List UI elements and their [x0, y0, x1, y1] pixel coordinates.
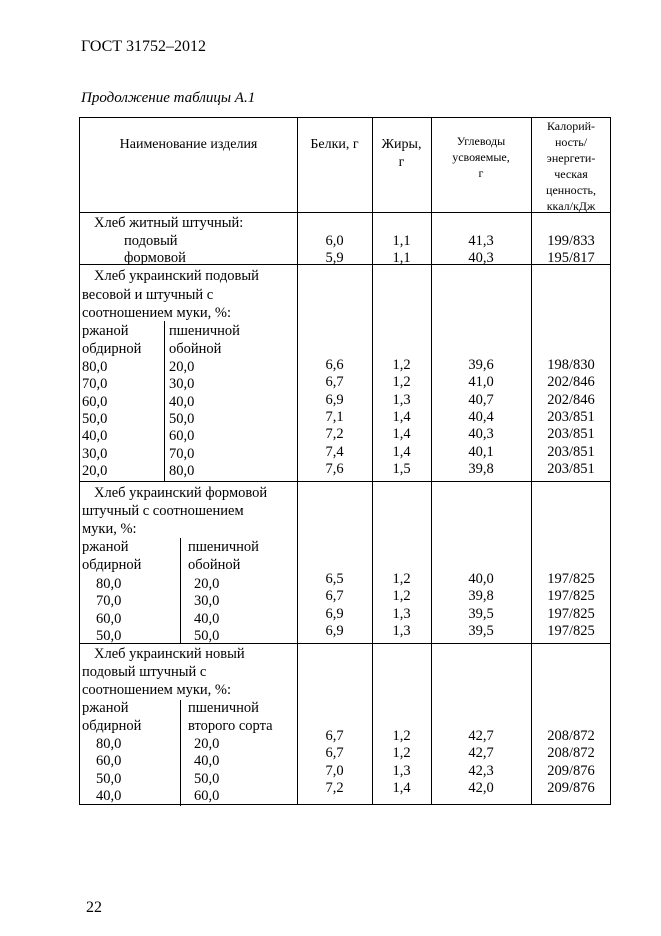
table-caption: Продолжение таблицы А.1 — [81, 90, 256, 106]
rye-share: 60,0 — [96, 610, 122, 627]
rye-label: обдирной — [82, 718, 142, 734]
cell-calories: 203/851 — [547, 408, 595, 425]
wheat-share: 40,0 — [194, 753, 220, 770]
wheat-share: 30,0 — [169, 376, 195, 393]
cell-calories: 202/846 — [547, 374, 595, 391]
cell-fat: 1,4 — [392, 426, 411, 443]
cell-carbs: 42,7 — [468, 745, 494, 762]
rye-share: 60,0 — [82, 393, 108, 410]
rye-share: 50,0 — [96, 770, 122, 787]
section-title: Хлеб украинский формовой — [94, 485, 268, 501]
cell-carbs: 39,5 — [468, 605, 494, 622]
sub-column-divider — [180, 538, 181, 643]
rye-label: ржаной — [82, 323, 129, 339]
cell-calories: 203/851 — [547, 426, 595, 443]
cell-carbs: 40,7 — [468, 391, 494, 408]
section-title: соотношением муки, %: — [82, 305, 232, 321]
sub-column-divider — [180, 700, 181, 806]
wheat-label: пшеничной — [169, 323, 240, 339]
section-title: штучный с соотношением — [82, 503, 244, 519]
rye-share: 40,0 — [96, 788, 122, 805]
wheat-share: 60,0 — [194, 788, 220, 805]
rye-share: 80,0 — [96, 736, 122, 752]
cell-protein: 6,7 — [325, 728, 344, 744]
wheat-label: пшеничной — [188, 539, 259, 555]
cell-protein: 6,7 — [325, 745, 344, 762]
rye-label: обдирной — [82, 341, 142, 357]
wheat-share: 20,0 — [169, 359, 195, 375]
cell-calories: 195/817 — [547, 250, 595, 266]
wheat-label: обойной — [188, 557, 241, 573]
cell-calories: 199/833 — [547, 233, 595, 249]
wheat-share: 50,0 — [194, 770, 220, 787]
cell-fat: 1,2 — [392, 374, 411, 391]
wheat-label: пшеничной — [188, 700, 259, 716]
row-name: формовой — [124, 250, 186, 266]
wheat-share: 20,0 — [194, 736, 220, 752]
cell-fat: 1,2 — [392, 588, 411, 605]
rye-share: 60,0 — [96, 753, 122, 770]
rye-share: 80,0 — [82, 359, 108, 375]
header-calories: Калорий- ность/ энергети- ческая ценность, ккал/кДж — [546, 119, 596, 213]
cell-protein: 7,6 — [325, 460, 344, 477]
rye-share: 30,0 — [82, 445, 108, 462]
cell-protein: 6,5 — [325, 571, 344, 587]
row-divider — [80, 481, 610, 482]
cell-fat: 1,2 — [392, 357, 411, 373]
cell-protein: 5,9 — [325, 250, 344, 266]
wheat-label: обойной — [169, 341, 222, 357]
wheat-share: 20,0 — [194, 576, 220, 592]
cell-fat: 1,4 — [392, 408, 411, 425]
cell-carbs: 39,6 — [468, 357, 494, 373]
cell-carbs: 39,8 — [468, 588, 494, 605]
cell-calories: 202/846 — [547, 391, 595, 408]
cell-calories: 209/876 — [547, 780, 595, 797]
cell-carbs: 41,3 — [468, 233, 494, 249]
cell-carbs: 40,3 — [468, 426, 494, 443]
cell-protein: 6,9 — [325, 605, 344, 622]
cell-carbs: 40,3 — [468, 250, 494, 266]
cell-carbs: 40,1 — [468, 443, 494, 460]
wheat-share: 40,0 — [169, 393, 195, 410]
cell-carbs: 39,8 — [468, 460, 494, 477]
nutrition-table — [79, 117, 611, 805]
section-title: весовой и штучный с — [82, 287, 214, 303]
cell-fat: 1,2 — [392, 728, 411, 744]
row-name: подовый — [124, 233, 178, 249]
cell-fat: 1,4 — [392, 443, 411, 460]
document-header: ГОСТ 31752–2012 — [81, 38, 207, 55]
cell-fat: 1,3 — [392, 391, 411, 408]
section-title: соотношением муки, %: — [82, 682, 232, 698]
cell-protein: 7,0 — [325, 762, 344, 779]
cell-protein: 6,6 — [325, 357, 344, 373]
rye-label: ржаной — [82, 539, 129, 555]
cell-calories: 197/825 — [547, 605, 595, 622]
cell-protein: 7,4 — [325, 443, 344, 460]
cell-calories: 203/851 — [547, 460, 595, 477]
wheat-label: второго сорта — [188, 718, 273, 734]
rye-label: обдирной — [82, 557, 142, 573]
wheat-share: 50,0 — [169, 410, 195, 427]
header-name: Наименование изделия — [119, 137, 258, 152]
cell-protein: 6,7 — [325, 588, 344, 605]
rye-share: 70,0 — [82, 376, 108, 393]
rye-share: 20,0 — [82, 462, 108, 479]
cell-carbs: 42,3 — [468, 762, 494, 779]
header-protein: Белки, г — [310, 137, 359, 152]
cell-carbs: 42,7 — [468, 728, 494, 744]
sub-column-divider — [164, 321, 165, 481]
cell-calories: 197/825 — [547, 588, 595, 605]
header-carbs: Углеводы усвояемые, г — [452, 134, 510, 180]
row-divider — [80, 643, 610, 644]
cell-fat: 1,1 — [392, 233, 411, 249]
cell-protein: 7,1 — [325, 408, 344, 425]
rye-share: 50,0 — [96, 628, 122, 645]
cell-fat: 1,5 — [392, 460, 411, 477]
rye-label: ржаной — [82, 700, 129, 716]
rye-share: 40,0 — [82, 428, 108, 445]
cell-calories: 208/872 — [547, 728, 595, 744]
wheat-share: 80,0 — [169, 462, 195, 479]
cell-calories: 209/876 — [547, 762, 595, 779]
cell-carbs: 42,0 — [468, 780, 494, 797]
wheat-share: 60,0 — [169, 428, 195, 445]
cell-fat: 1,3 — [392, 762, 411, 779]
section-title: Хлеб украинский новый — [94, 646, 245, 662]
cell-fat: 1,2 — [392, 745, 411, 762]
cell-carbs: 40,0 — [468, 571, 494, 587]
cell-carbs: 41,0 — [468, 374, 494, 391]
cell-protein: 6,7 — [325, 374, 344, 391]
cell-calories: 198/830 — [547, 357, 595, 373]
cell-calories: 208/872 — [547, 745, 595, 762]
section-title: Хлеб украинский подовый — [94, 268, 259, 284]
header-fat: Жиры, г — [381, 137, 422, 170]
cell-protein: 6,9 — [325, 391, 344, 408]
cell-protein: 7,2 — [325, 426, 344, 443]
page-number: 22 — [86, 899, 102, 916]
cell-carbs: 40,4 — [468, 408, 494, 425]
wheat-share: 70,0 — [169, 445, 195, 462]
section-title: подовый штучный с — [82, 664, 207, 680]
cell-fat: 1,2 — [392, 571, 411, 587]
cell-protein: 7,2 — [325, 780, 344, 797]
wheat-share: 40,0 — [194, 610, 220, 627]
wheat-share: 50,0 — [194, 628, 220, 645]
wheat-share: 30,0 — [194, 593, 220, 610]
cell-calories: 203/851 — [547, 443, 595, 460]
cell-protein: 6,9 — [325, 623, 344, 640]
section-title: Хлеб житный штучный: — [94, 215, 244, 231]
section-title: муки, %: — [82, 521, 137, 537]
cell-protein: 6,0 — [325, 233, 344, 249]
cell-fat: 1,3 — [392, 623, 411, 640]
cell-fat: 1,4 — [392, 780, 411, 797]
cell-calories: 197/825 — [547, 623, 595, 640]
rye-share: 80,0 — [96, 576, 122, 592]
rye-share: 70,0 — [96, 593, 122, 610]
cell-fat: 1,1 — [392, 250, 411, 266]
cell-fat: 1,3 — [392, 605, 411, 622]
rye-share: 50,0 — [82, 410, 108, 427]
cell-carbs: 39,5 — [468, 623, 494, 640]
cell-calories: 197/825 — [547, 571, 595, 587]
